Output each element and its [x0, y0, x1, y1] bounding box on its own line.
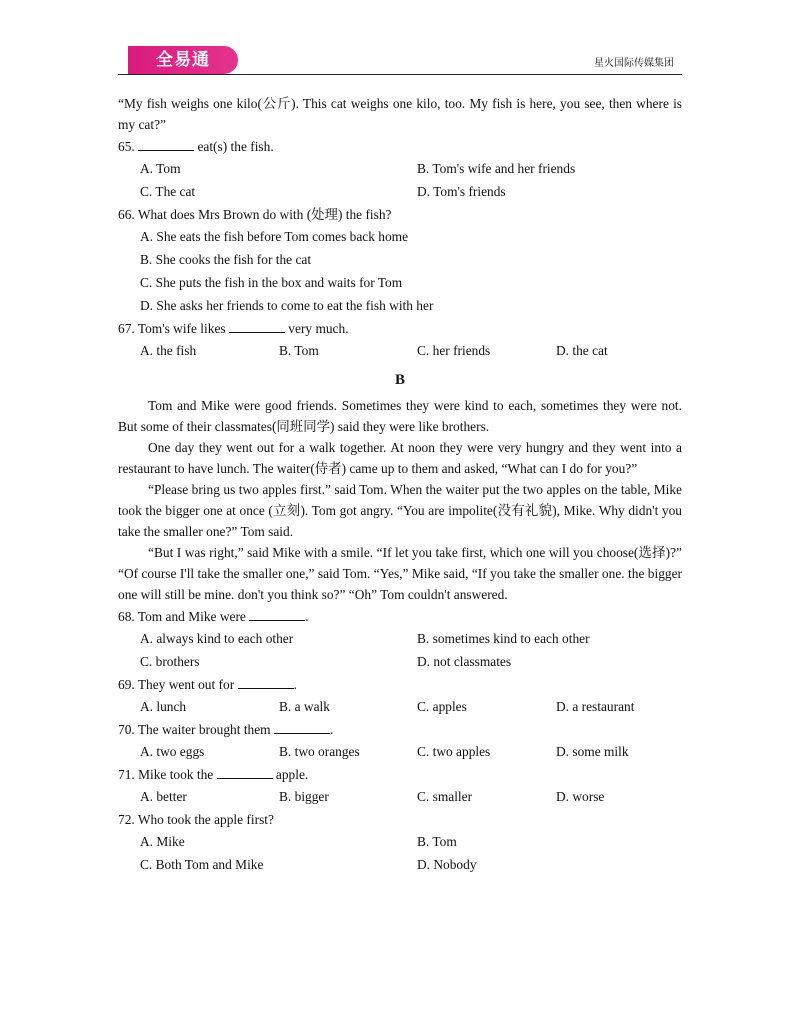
option: A. Tom [140, 161, 181, 176]
q65-options [118, 157, 682, 203]
option: D. She asks her friends to come to eat the fish with her [140, 298, 434, 313]
option: B. bigger [279, 789, 329, 804]
option: C. smaller [417, 789, 473, 804]
question-67 [118, 318, 682, 339]
question-66: 66. What does Mrs Brown do with (处理) the fish? [118, 207, 392, 222]
q68-prefix: 68. Tom and Mike were [118, 609, 250, 624]
q67-prefix: 67. Tom's wife likes [118, 321, 229, 336]
option: A. lunch [140, 699, 187, 714]
option: A. two eggs [140, 744, 205, 759]
answer-blank [229, 320, 285, 333]
q70-suffix: . [329, 722, 334, 737]
q71-prefix: 71. Mike took the [118, 767, 217, 782]
answer-blank [249, 608, 305, 621]
q68-options [118, 627, 682, 673]
passage-a-ending: “My fish weighs one kilo(公斤). This cat weighs one kilo, too. My fish is here, you see, then where is my cat?” [118, 96, 682, 132]
question-69 [118, 674, 682, 695]
option: A. the fish [140, 343, 197, 358]
answer-blank [138, 138, 194, 151]
option: D. worse [556, 789, 605, 804]
q69-options [118, 695, 682, 718]
option: B. Tom [279, 343, 319, 358]
q69-prefix: 69. They went out for [118, 677, 238, 692]
header-rule [118, 74, 682, 75]
q65-suffix: eat(s) the fish. [194, 139, 274, 154]
option: C. Both Tom and Mike [140, 857, 264, 872]
question-71 [118, 764, 682, 785]
passage-b-paragraph: “Please bring us two apples first.” said Tom. When the waiter put the two apples on the table, Mike took the bigger one at once (立刻). Tom got angry. “You are impolite(没有礼貌), Mike. Why didn't you take the smaller one?” Tom said. [118, 482, 682, 539]
question-72: 72. Who took the apple first? [118, 812, 274, 827]
option: D. Nobody [417, 857, 477, 872]
publisher-logo: 全易通 [128, 46, 238, 74]
option: A. better [140, 789, 187, 804]
option: C. brothers [140, 654, 200, 669]
option: A. Mike [140, 834, 185, 849]
option: C. apples [417, 699, 467, 714]
option: B. Tom's wife and her friends [417, 161, 576, 176]
question-70 [118, 719, 682, 740]
option: A. She eats the fish before Tom comes back home [140, 229, 409, 244]
publisher-brand: 星火国际传媒集团 [594, 58, 674, 69]
q67-options [118, 339, 682, 362]
q71-suffix: apple. [272, 767, 309, 782]
answer-blank [217, 766, 273, 779]
question-68 [118, 606, 682, 627]
option: C. her friends [417, 343, 491, 358]
passage-b-paragraph: One day they went out for a walk together. At noon they were very hungry and they went into a restaurant to have lunch. The waiter(侍者) came up to them and asked, “What can I do for you?” [118, 440, 682, 476]
q72-options [118, 830, 682, 876]
option: D. some milk [556, 744, 629, 759]
q71-options [118, 785, 682, 808]
option: B. Tom [417, 834, 457, 849]
page-header [118, 46, 682, 76]
option: D. the cat [556, 343, 608, 358]
option: B. sometimes kind to each other [417, 631, 590, 646]
q70-prefix: 70. The waiter brought them [118, 722, 274, 737]
option: C. two apples [417, 744, 491, 759]
question-65 [118, 136, 682, 157]
option: A. always kind to each other [140, 631, 294, 646]
q68-suffix: . [305, 609, 309, 624]
answer-blank [238, 676, 294, 689]
q66-options [118, 225, 682, 317]
q67-suffix: very much. [284, 321, 349, 336]
option: C. She puts the fish in the box and waits for Tom [140, 275, 403, 290]
option: D. a restaurant [556, 699, 635, 714]
option: D. not classmates [417, 654, 512, 669]
passage-b-paragraph: “But I was right,” said Mike with a smile. “If let you take first, which one will you choose(选择)?” “Of course I'll take the smaller one,” said Tom. “Yes,” Mike said, “If you take the smaller one. the bigger one will still be mine. don't you think so?” “Oh” Tom couldn't answered. [118, 545, 682, 602]
passage-b-paragraph: Tom and Mike were good friends. Sometimes they were kind to each, sometimes they were not. But some of their classmates(同班同学) said they were like brothers. [118, 398, 682, 434]
q70-options [118, 740, 682, 763]
option: B. She cooks the fish for the cat [140, 252, 312, 267]
q65-prefix: 65. [118, 139, 139, 154]
section-heading-b: B [394, 372, 405, 388]
option: C. The cat [140, 184, 196, 199]
option: B. two oranges [279, 744, 360, 759]
option: B. a walk [279, 699, 330, 714]
option: D. Tom's friends [417, 184, 506, 199]
q69-suffix: . [293, 677, 297, 692]
document-body [118, 93, 682, 876]
answer-blank [274, 721, 330, 734]
